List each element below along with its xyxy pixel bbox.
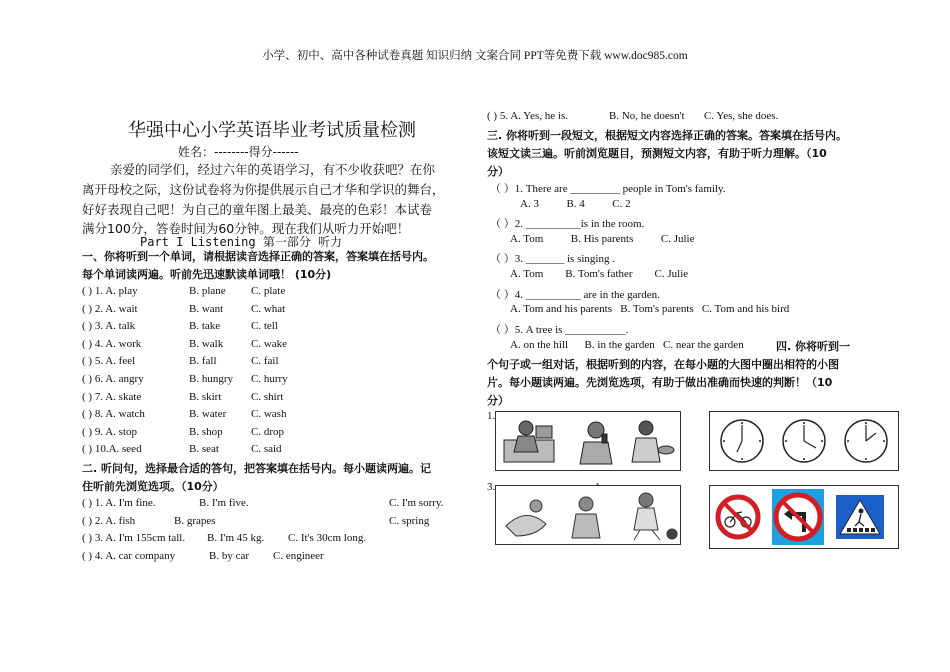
picture-people-scenes — [495, 411, 681, 471]
s1-question-number-options[interactable]: ( ) 5. A. feel — [82, 355, 136, 368]
s1-option-c: C. wake — [251, 337, 288, 350]
person-cooking-image — [632, 421, 674, 462]
s1-option-c: C. tell — [251, 320, 278, 333]
s1-option-b: B. walk — [189, 337, 224, 350]
person-at-desk-image — [504, 421, 554, 462]
s1-question-number-options[interactable]: ( ) 1. A. play — [82, 285, 138, 297]
s3-options: A. Tom and his parents B. Tom's parents C. Tom and his bird — [510, 303, 790, 315]
s1-option-b: B. seat — [189, 443, 219, 456]
child-planting-image — [506, 500, 546, 536]
s1-option-c: C. what — [251, 302, 286, 315]
s2-item-n[interactable]: ( ) 1. A. I'm fine. — [82, 497, 156, 509]
section3-heading-3: 分） — [487, 165, 509, 178]
s2-item-c: C. It's 30cm long. — [288, 532, 367, 544]
intro-line-3: 好好表现自己吧！为自己的童年图上最美、最亮的色彩！本试卷 — [82, 202, 433, 217]
s2-item-b: B. No, he doesn't — [609, 110, 685, 122]
s2-item-n[interactable]: ( ) 2. A. fish — [82, 515, 136, 527]
s1-question-number-options[interactable]: ( ) 10.A. seed — [82, 443, 142, 456]
page-header: 小学、初中、高中各种试卷真题 知识归纳 文案合同 PPT等免费下载 www.doc985.com — [262, 50, 688, 62]
s3-question[interactable]: （ ）5. A tree is ___________. — [490, 324, 629, 336]
s2-item-c: C. I'm sorry. — [389, 497, 444, 509]
picture-traffic-signs — [709, 485, 899, 549]
s1-option-c: C. wash — [251, 408, 287, 421]
picture-label-3: 3. — [487, 481, 496, 493]
s1-option-b: B. plane — [189, 285, 226, 297]
s2-item-c: C. spring — [389, 515, 430, 527]
picture-activities — [495, 485, 681, 545]
s1-question-number-options[interactable]: ( ) 4. A. work — [82, 337, 142, 350]
s2-item-b: B. I'm 45 kg. — [207, 532, 265, 544]
s2-item-c: C. Yes, she does. — [704, 110, 779, 122]
s2-item-b: B. grapes — [174, 515, 216, 527]
picture-clocks — [709, 411, 899, 471]
s3-question[interactable]: （ ）3. _______ is singing . — [490, 253, 615, 265]
s1-option-b: B. hungry — [189, 373, 233, 385]
child-playing-ball-image — [634, 493, 677, 540]
s1-option-b: B. fall — [189, 355, 217, 368]
intro-line-1: 亲爱的同学们，经过六年的英语学习，有不少收获吧？在你 — [110, 162, 436, 177]
s1-option-b: B. take — [189, 320, 221, 333]
s1-option-b: B. water — [189, 408, 227, 421]
s1-option-b: B. skirt — [189, 390, 222, 403]
s1-option-c: C. shirt — [251, 390, 284, 403]
section3-heading-1: 三. 你将听到一段短文，根据短文内容选择正确的答案。答案填在括号内。 — [487, 129, 848, 142]
s3-question[interactable]: （ ）4. __________ are in the garden. — [490, 289, 660, 301]
no-left-turn-sign-icon — [772, 489, 824, 545]
section4-heading-3: 分） — [487, 394, 509, 407]
s1-option-c: C. fail — [251, 355, 279, 368]
s1-question-number-options[interactable]: ( ) 9. A. stop — [82, 425, 137, 438]
intro-line-2: 离开母校之际，这份试卷将为你提供展示自己才华和学识的舞台， — [82, 182, 445, 197]
s3-options: A. Tom B. His parents C. Julie — [510, 233, 695, 245]
section2-heading-2: 住听前先浏览选项。（10分） — [82, 480, 224, 493]
s3-options: A. 3 B. 4 C. 2 — [520, 198, 631, 210]
child-reading-image — [572, 497, 600, 538]
s1-question-number-options[interactable]: ( ) 6. A. angry — [82, 373, 144, 385]
no-cycling-sign-icon — [718, 497, 758, 537]
s3-question[interactable]: （ ）2. __________is in the room. — [490, 218, 645, 230]
clock-icon — [845, 420, 887, 462]
pedestrian-crossing-sign-icon — [836, 495, 884, 539]
page-title: 华强中心小学英语毕业考试质量检测 — [128, 120, 416, 141]
s1-option-c: C. drop — [251, 425, 284, 438]
s2-item-b: B. I'm five. — [199, 497, 249, 509]
section4-heading-2: 片。每小题读两遍。先浏览选项，有助于做出准确而快速的判断！（10 — [487, 376, 833, 389]
section2-heading-1: 二. 听问句，选择最合适的答句，把答案填在括号内。每小题读两遍。记 — [82, 462, 432, 475]
s1-question-number-options[interactable]: ( ) 3. A. talk — [82, 320, 136, 333]
s1-question-number-options[interactable]: ( ) 7. A. skate — [82, 390, 142, 403]
s3-options: A. Tom B. Tom's father C. Julie — [510, 268, 689, 280]
s2-item-n[interactable]: ( ) 5. A. Yes, he is. — [487, 110, 568, 122]
clock-icon — [721, 420, 763, 462]
s1-question-number-options[interactable]: ( ) 2. A. wait — [82, 302, 138, 315]
person-with-phone-image — [580, 422, 612, 464]
s1-option-b: B. want — [189, 302, 224, 315]
s1-option-c: C. said — [251, 443, 282, 456]
s2-item-n[interactable]: ( ) 4. A. car company — [82, 550, 176, 562]
section1-heading-2: 每个单词读两遍。听前先迅速默读单词哦！ (10分) — [82, 268, 332, 281]
s1-option-c: C. plate — [251, 285, 286, 297]
picture-label-1: 1. — [487, 410, 496, 422]
section1-heading-1: 一、你将听到一个单词，请根据读音选择正确的答案，答案填在括号内。 — [82, 250, 434, 263]
s3-options: A. on the hill B. in the garden C. near the garden — [510, 339, 744, 351]
s1-option-b: B. shop — [189, 425, 223, 438]
part-one-title: Part I Listening 第一部分 听力 — [140, 235, 343, 249]
clock-icon — [783, 420, 825, 462]
s3-question[interactable]: （ ）1. There are _________ people in Tom's family. — [490, 183, 726, 195]
section4-heading-inline: 四. 你将听到一 — [776, 340, 851, 353]
section4-heading-1: 个句子或一组对话，根据听到的内容，在每小题的大图中圈出相符的小图 — [487, 358, 839, 371]
section3-heading-2: 该短文读三遍。听前浏览题目，预测短文内容，有助于听力理解。（10 — [487, 147, 827, 160]
s1-question-number-options[interactable]: ( ) 8. A. watch — [82, 408, 145, 421]
s2-item-c: C. engineer — [273, 550, 324, 562]
intro-line-4: 满分100分，答卷时间为60分钟。现在我们从听力开始吧！ — [82, 221, 410, 236]
s2-item-b: B. by car — [209, 550, 250, 562]
name-score-line: 姓名：--------得分------ — [178, 145, 299, 159]
s1-option-c: C. hurry — [251, 373, 288, 385]
s2-item-n[interactable]: ( ) 3. A. I'm 155cm tall. — [82, 532, 186, 544]
